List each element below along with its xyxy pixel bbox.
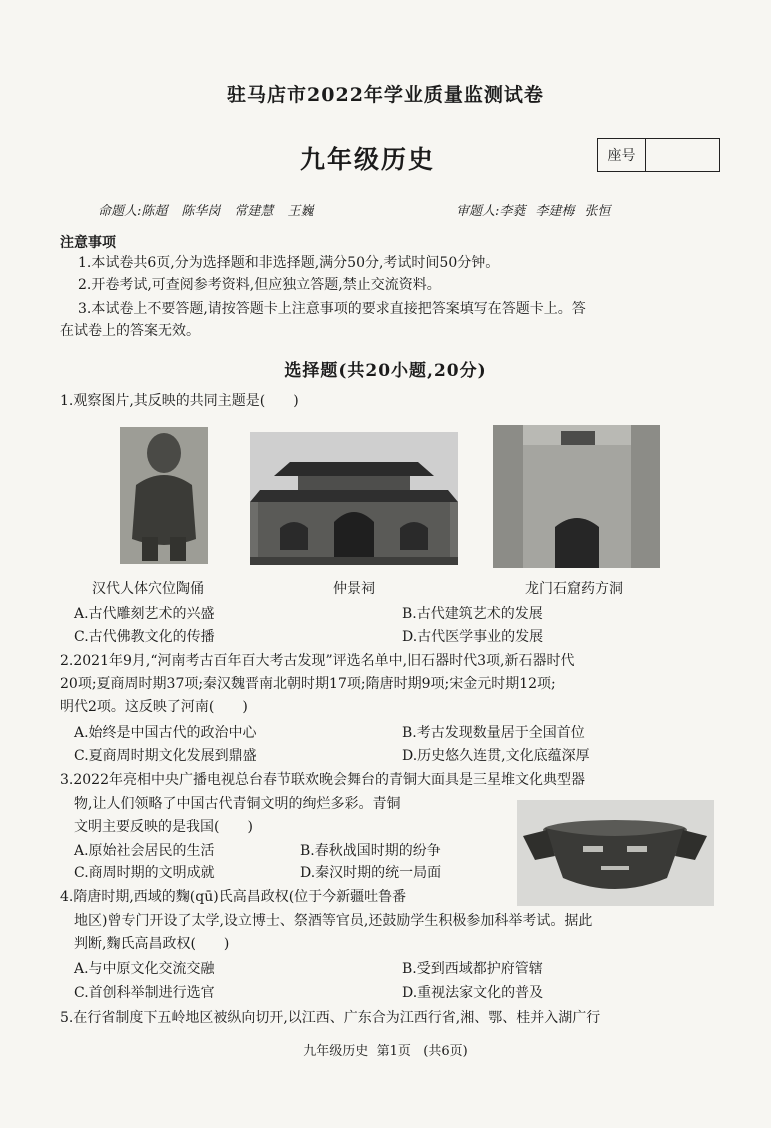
zhongjing-shrine-image	[250, 432, 458, 565]
notice-heading: 注意事项	[60, 235, 116, 251]
setter-name: 陈超	[141, 204, 168, 219]
footer-total: (共6页)	[423, 1044, 468, 1059]
setter-name: 王巍	[287, 204, 314, 219]
setter-name: 常建慧	[234, 204, 274, 219]
seat-number-field[interactable]	[646, 139, 719, 171]
reviewer-name: 张恒	[584, 204, 611, 219]
reviewers	[456, 200, 620, 219]
image-caption: 仲景祠	[333, 581, 375, 597]
reviewer-name: 李建梅	[535, 204, 575, 219]
option: C.夏商周时期文化发展到鼎盛	[74, 748, 257, 764]
bronze-mask-image	[517, 800, 714, 906]
image-caption: 龙门石窟药方洞	[525, 581, 623, 597]
setter-name: 陈华岗	[181, 204, 221, 219]
footer-subject: 九年级历史	[303, 1044, 369, 1059]
option: A.原始社会居民的生活	[74, 843, 215, 859]
question-3-line: 3.2022年亮相中央广播电视总台春节联欢晚会舞台的青铜大面具是三星堆文化典型器	[60, 772, 585, 788]
option: D.秦汉时期的统一局面	[300, 865, 442, 881]
reviewers-label: 审题人:	[456, 204, 500, 219]
option: D.历史悠久连贯,文化底蕴深厚	[402, 748, 590, 764]
option: C.古代佛教文化的传播	[74, 629, 215, 645]
question-3-line: 物,让人们领略了中国古代青铜文明的绚烂多彩。青铜	[74, 796, 401, 812]
question-2-line: 明代2项。这反映了河南( )	[60, 699, 248, 715]
option: B.考古发现数量居于全国首位	[402, 725, 585, 741]
option: A.与中原文化交流交融	[74, 961, 215, 977]
option: D.古代医学事业的发展	[402, 629, 544, 645]
footer-page: 第1页	[376, 1044, 411, 1059]
seat-number-box	[597, 138, 720, 172]
question-4-line: 地区)曾专门开设了太学,设立博士、祭酒等官员,还鼓励学生积极参加科举考试。据此	[74, 913, 593, 929]
image-caption: 汉代人体穴位陶俑	[92, 581, 204, 597]
question-4-line: 4.隋唐时期,西域的麴(qū)氏高昌政权(位于今新疆吐鲁番	[60, 889, 407, 905]
question-2-line: 2.2021年9月,“河南考古百年百大考古发现”评选名单中,旧石器时代3项,新石器时代	[60, 653, 575, 669]
subject-title: 九年级历史	[300, 145, 436, 174]
notice-item: 在试卷上的答案无效。	[60, 323, 200, 339]
notice-item: 1.本试卷共6页,分为选择题和非选择题,满分50分,考试时间50分钟。	[78, 255, 500, 271]
option: A.古代雕刻艺术的兴盛	[74, 606, 215, 622]
option: A.始终是中国古代的政治中心	[74, 725, 257, 741]
question-1-stem: 1.观察图片,其反映的共同主题是( )	[60, 393, 299, 409]
question-2-line: 20项;夏商周时期37项;秦汉魏晋南北朝时期17项;隋唐时期9项;宋金元时期12项;	[60, 676, 556, 692]
option: C.商周时期的文明成就	[74, 865, 215, 881]
question-4-line: 判断,麴氏高昌政权( )	[74, 936, 230, 952]
seat-label: 座号	[598, 139, 646, 171]
question-setters	[98, 200, 327, 219]
exam-title: 驻马店市2022年学业质量监测试卷	[227, 84, 544, 106]
pottery-figurine-image	[120, 427, 208, 564]
option: B.古代建筑艺术的发展	[402, 606, 543, 622]
question-5-line: 5.在行省制度下五岭地区被纵向切开,以江西、广东合为江西行省,湘、鄂、桂并入湖广行	[60, 1010, 601, 1026]
notice-item: 2.开卷考试,可查阅参考资料,但应独立答题,禁止交流资料。	[78, 277, 441, 293]
notice-item: 3.本试卷上不要答题,请按答题卡上注意事项的要求直接把答案填写在答题卡上。答	[78, 301, 586, 317]
option: B.受到西域都护府管辖	[402, 961, 543, 977]
page-footer	[0, 1040, 771, 1059]
option: C.首创科举制进行选官	[74, 985, 215, 1001]
option: B.春秋战国时期的纷争	[300, 843, 441, 859]
section-title: 选择题(共20小题,20分)	[284, 361, 487, 381]
setters-label: 命题人:	[98, 204, 142, 219]
longmen-grotto-image	[493, 425, 660, 568]
option: D.重视法家文化的普及	[402, 985, 544, 1001]
question-3-line: 文明主要反映的是我国( )	[74, 819, 253, 835]
reviewer-name: 李蕤	[499, 204, 526, 219]
